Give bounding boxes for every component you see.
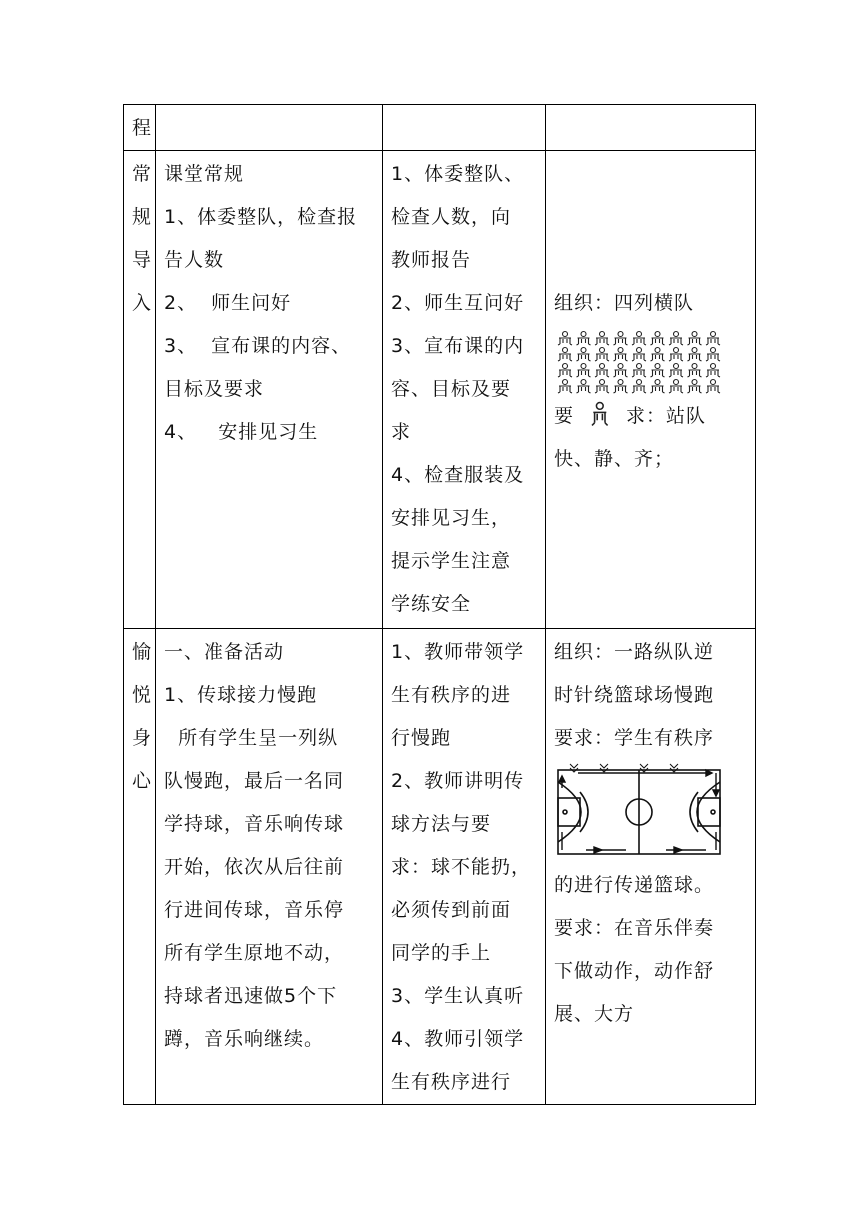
student-figure-icon (706, 332, 720, 346)
student-figure-icon (614, 332, 628, 346)
student-figure-icon (706, 380, 720, 394)
student-figure-icon (651, 332, 665, 346)
student-figure-icon (651, 364, 665, 378)
content-line: 1、体委整队，检查报 (164, 206, 358, 228)
student-figure-icon (669, 332, 683, 346)
phase-char: 愉 (132, 641, 153, 663)
organization-cell (546, 151, 756, 629)
method-line: 容、目标及要 (391, 378, 512, 400)
content-line: 2、 师生问好 (164, 292, 292, 314)
method-line: 必须传到前面 (391, 899, 512, 921)
requirement-line (554, 395, 749, 438)
student-figure-icon (558, 380, 572, 394)
student-figure-icon (558, 348, 572, 362)
student-figure-icon (558, 332, 572, 346)
method-cell (383, 105, 546, 151)
student-figure-icon (669, 348, 683, 362)
content-line: 持球者迅速做5个下 (164, 985, 338, 1007)
student-figure-icon (669, 380, 683, 394)
student-figure-icon (632, 380, 646, 394)
content-cell (156, 151, 383, 629)
method-cell (383, 629, 546, 1105)
method-cell (383, 151, 546, 629)
method-line: 教师报告 (391, 249, 472, 271)
student-figure-icon (595, 348, 609, 362)
method-line: 3、学生认真听 (391, 985, 525, 1007)
content-line: 所有学生呈一列纵 (164, 727, 339, 749)
phase-char: 规 (132, 206, 153, 228)
requirement-text-right: 求：站队 (626, 405, 707, 427)
student-figure-icon (574, 398, 626, 438)
student-figure-icon (688, 332, 702, 346)
organization-line: 组织：一路纵队逆 (554, 641, 715, 663)
content-line: 所有学生原地不动， (164, 942, 345, 964)
content-line: 一、准备活动 (164, 641, 285, 663)
phase-char: 导 (132, 249, 153, 271)
organization-line: 时针绕篮球场慢跑 (554, 684, 715, 706)
method-line: 生有秩序的进 (391, 684, 512, 706)
content-line: 行进间传球，音乐停 (164, 899, 345, 921)
student-figure-icon (614, 380, 628, 394)
student-figure-icon (706, 364, 720, 378)
phase-char: 悦 (132, 684, 153, 706)
phase-char: 入 (132, 292, 153, 314)
student-figure-icon (632, 332, 646, 346)
student-figure-icon (577, 364, 591, 378)
student-figure-icon (651, 380, 665, 394)
method-line: 球方法与要 (391, 813, 492, 835)
student-figure-icon (614, 348, 628, 362)
phase-char: 常 (132, 163, 153, 185)
organization-line: 要求：在音乐伴奏 (554, 917, 715, 939)
content-line: 4、 安排见习生 (164, 421, 319, 443)
content-line: 3、 宣布课的内容、 (164, 335, 352, 357)
organization-text: 组织：四列横队 (554, 292, 695, 314)
student-figure-icon (577, 348, 591, 362)
content-line: 1、传球接力慢跑 (164, 684, 318, 706)
method-line: 3、宣布课的内 (391, 335, 525, 357)
requirement-text: 快、静、齐； (554, 448, 675, 470)
organization-line: 的进行传递篮球。 (554, 874, 715, 896)
phase-char: 程 (132, 117, 153, 139)
method-line: 行慢跑 (391, 727, 452, 749)
method-line: 4、教师引领学 (391, 1028, 525, 1050)
content-line: 学持球，音乐响传球 (164, 813, 345, 835)
content-line: 告人数 (164, 249, 225, 271)
method-line: 生有秩序进行 (391, 1071, 512, 1093)
method-line: 2、教师讲明传 (391, 770, 525, 792)
method-line: 学练安全 (391, 593, 472, 615)
organization-line: 展、大方 (554, 1003, 635, 1025)
method-line: 4、检查服装及 (391, 464, 525, 486)
student-figure-icon (688, 348, 702, 362)
content-line: 目标及要求 (164, 378, 265, 400)
organization-line: 要求：学生有秩序 (554, 727, 715, 749)
student-figure-icon (595, 332, 609, 346)
table-row (124, 151, 756, 629)
student-figure-icon (688, 380, 702, 394)
method-line: 提示学生注意 (391, 550, 512, 572)
method-line: 求：球不能扔， (391, 856, 532, 878)
phase-cell (124, 105, 156, 151)
student-figure-icon (632, 364, 646, 378)
phase-char: 心 (132, 770, 153, 792)
four-row-formation-diagram (556, 329, 726, 395)
content-line: 蹲，音乐响继续。 (164, 1028, 325, 1050)
student-figure-icon (614, 364, 628, 378)
student-figure-icon (595, 364, 609, 378)
content-line: 课堂常规 (164, 163, 245, 185)
requirement-text-left: 要 (554, 405, 575, 427)
phase-cell (124, 629, 156, 1105)
method-line: 1、体委整队、 (391, 163, 525, 185)
method-line: 1、教师带领学 (391, 641, 525, 663)
phase-char: 身 (132, 727, 153, 749)
student-figure-icon (558, 364, 572, 378)
method-line: 同学的手上 (391, 942, 492, 964)
method-line: 安排见习生， (391, 507, 512, 529)
student-figure-icon (577, 380, 591, 394)
content-cell (156, 105, 383, 151)
content-line: 开始，依次从后往前 (164, 856, 345, 878)
phase-cell (124, 151, 156, 629)
organization-line: 下做动作，动作舒 (554, 960, 715, 982)
lesson-plan-table (123, 104, 756, 1105)
method-line: 2、师生互问好 (391, 292, 525, 314)
student-figure-icon (669, 364, 683, 378)
student-figure-icon (706, 348, 720, 362)
table-row (124, 105, 756, 151)
organization-cell (546, 629, 756, 1105)
table-row (124, 629, 756, 1105)
basketball-court-diagram (556, 762, 724, 858)
content-line: 队慢跑，最后一名同 (164, 770, 345, 792)
method-line: 求 (391, 421, 412, 443)
student-figure-icon (577, 332, 591, 346)
student-figure-icon (651, 348, 665, 362)
method-line: 检查人数，向 (391, 206, 512, 228)
student-figure-icon (688, 364, 702, 378)
content-cell (156, 629, 383, 1105)
student-figure-icon (595, 380, 609, 394)
organization-cell (546, 105, 756, 151)
student-figure-icon (632, 348, 646, 362)
